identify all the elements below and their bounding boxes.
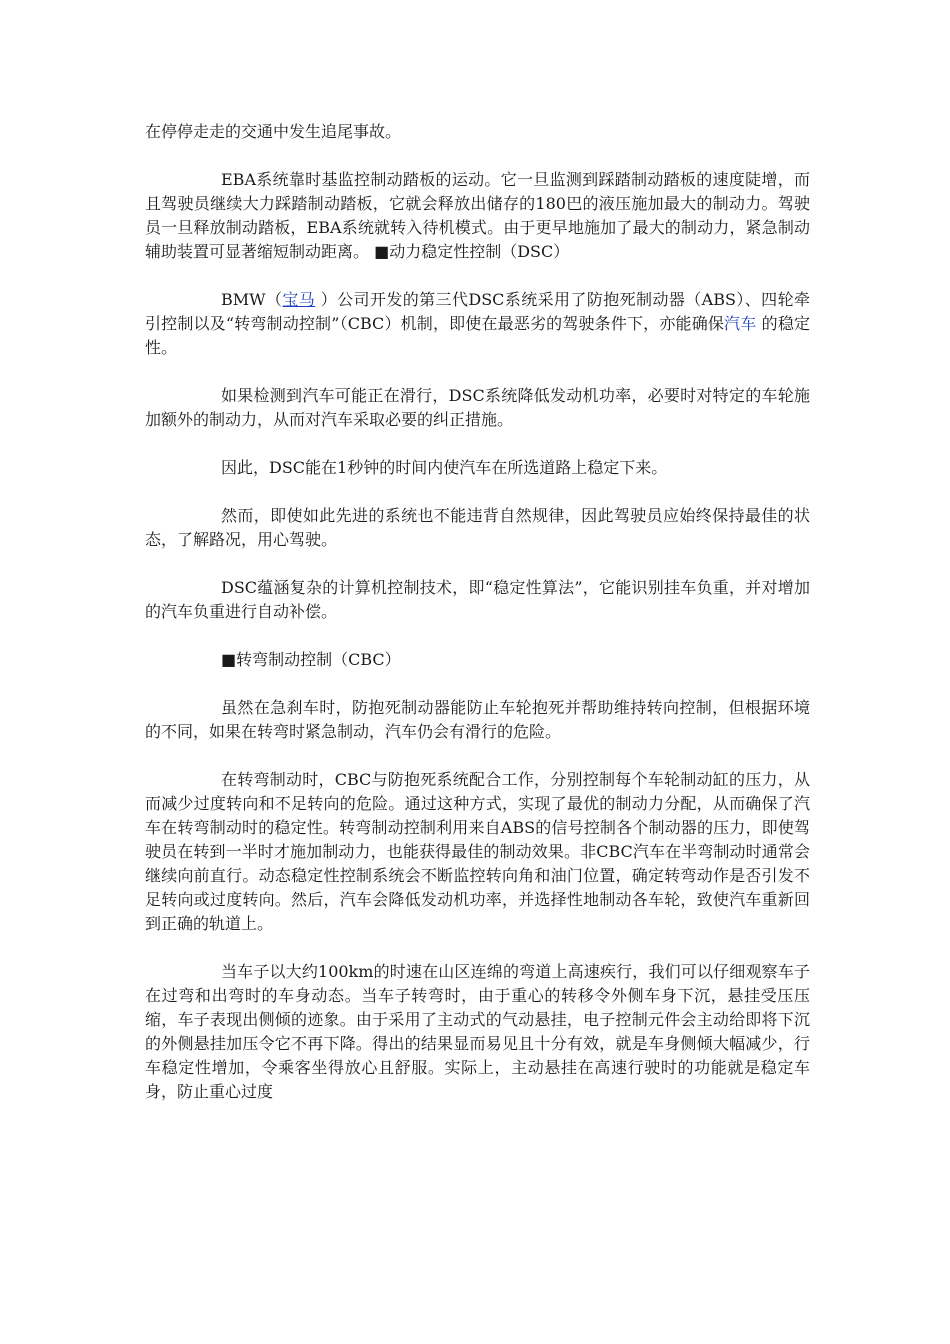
paragraph-natural-law: 然而，即使如此先进的系统也不能违背自然规律，因此驾驶员应始终保持最佳的状态，了解路况，用心驾驶。 bbox=[145, 506, 810, 549]
article-body bbox=[145, 120, 810, 1128]
dsc-bmw-suffix: 的稳定性。 bbox=[145, 314, 810, 357]
link-bmw[interactable]: 宝马 bbox=[282, 290, 316, 309]
paragraph-stability-algorithm: DSC蕴涵复杂的计算机控制技术，即“稳定性算法”，它能识别挂车负重，并对增加的汽车负重进行自动补偿。 bbox=[145, 578, 810, 621]
section-heading-cbc: ■转弯制动控制（CBC） bbox=[221, 650, 401, 669]
link-car[interactable]: 汽车 bbox=[724, 314, 757, 333]
paragraph-active-suspension: 当车子以大约100km的时速在山区连绵的弯道上高速疾行，我们可以仔细观察车子在过弯和出弯时的车身动态。当车子转弯时，由于重心的转移令外侧车身下沉，悬挂受压压缩，车子表现出侧倾的迹象。由于采用了主动式的气动悬挂，电子控制元件会主动给即将下沉的外侧悬挂加压令它不再下降。得出的结果显而易见且十分有效，就是车身侧倾大幅减少，行车稳定性增加，令乘客坐得放心且舒服。实际上，主动悬挂在高速行驶时的功能就是稳定车身，防止重心过度 bbox=[145, 962, 810, 1101]
dsc-bmw-middle: ）公司开发的第三代DSC系统采用了防抱死制动器（ABS）、四轮牵引控制以及“转弯制动控制”（CBC）机制，即使在最恶劣的驾驶条件下，亦能确保 bbox=[145, 290, 810, 333]
paragraph-abs-cornering: 虽然在急刹车时，防抱死制动器能防止车轮抱死并帮助维持转向控制，但根据环境的不同，如果在转弯时紧急制动，汽车仍会有滑行的危险。 bbox=[145, 698, 810, 741]
paragraph-eba: EBA系统靠时基监控制动踏板的运动。它一旦监测到踩踏制动踏板的速度陡增，而且驾驶员继续大力踩踏制动踏板，它就会释放出储存的180巴的液压施加最大的制动力。驾驶员一旦释放制动踏板，EBA系统就转入待机模式。由于更早地施加了最大的制动力，紧急制动辅助装置可显著缩短制动距离。 ■动力稳定性控制（DSC） bbox=[145, 170, 810, 261]
paragraph-dsc-bmw bbox=[145, 288, 810, 360]
paragraph-dsc-one-second: 因此，DSC能在1秒钟的时间内使汽车在所选道路上稳定下来。 bbox=[221, 458, 668, 477]
paragraph-dsc-slip: 如果检测到汽车可能正在滑行，DSC系统降低发动机功率，必要时对特定的车轮施加额外的制动力，从而对汽车采取必要的纠正措施。 bbox=[145, 386, 810, 429]
paragraph-cbc-detail: 在转弯制动时，CBC与防抱死系统配合工作，分别控制每个车轮制动缸的压力，从而减少过度转向和不足转向的危险。通过这种方式，实现了最优的制动力分配，从而确保了汽车在转弯制动时的稳定性。转弯制动控制利用来自ABS的信号控制各个制动器的压力，即使驾驶员在转到一半时才施加制动力，也能获得最佳的制动效果。非CBC汽车在半弯制动时通常会继续向前直行。动态稳定性控制系统会不断监控转向角和油门位置，确定转弯动作是否引发不足转向或过度转向。然后，汽车会降低发动机功率，并选择性地制动各车轮，致使汽车重新回到正确的轨道上。 bbox=[145, 770, 810, 933]
dsc-bmw-prefix: BMW（ bbox=[221, 290, 283, 309]
paragraph-intro-tail: 在停停走走的交通中发生追尾事故。 bbox=[145, 122, 402, 141]
